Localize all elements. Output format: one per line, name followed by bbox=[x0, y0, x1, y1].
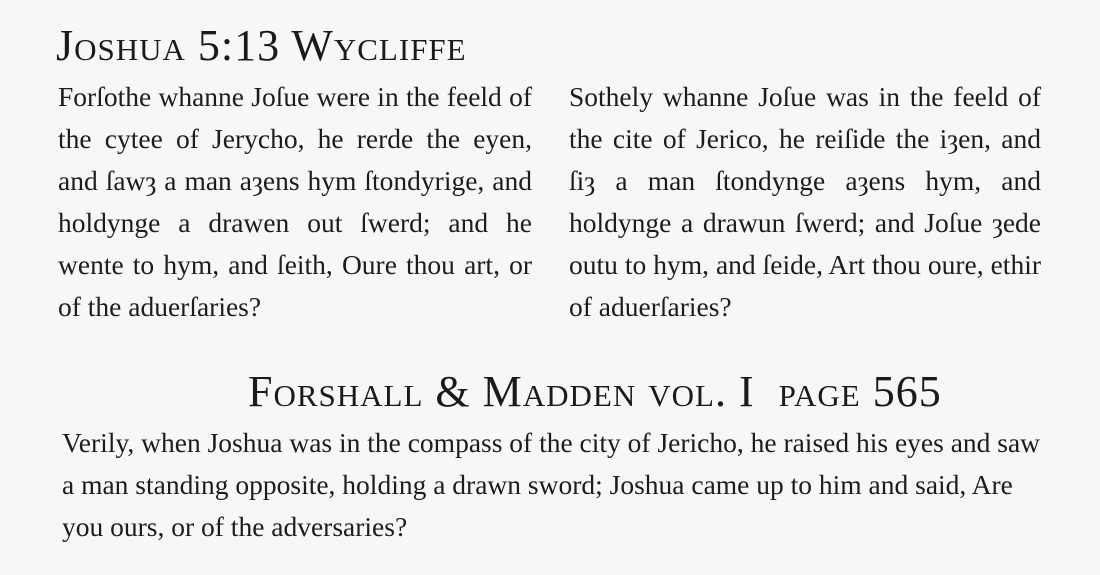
page-title: Joshua 5:13 Wycliffe bbox=[56, 21, 467, 70]
source-citation-heading: Forshall & Madden vol. I page 565 bbox=[248, 367, 942, 416]
later-version-text: Sothely whanne Joſue was in the feeld of the cite of Jerico, he reiſide the iȝen, and ſiȝ a man ſtondynge aȝens hym, and holdynge a drawun ſwerd; and Joſue ȝede outu to hym, and ſeide, Art thou oure, ethir of aduerſaries? bbox=[569, 81, 1041, 322]
modern-translation-text: Verily, when Joshua was in the compass of the city of Jericho, he raised his eyes and saw a man standing opposite, holding a drawn sword; Joshua came up to him and said, Are you ours, or of the adversaries? bbox=[62, 427, 1041, 542]
early-version-text: Forſothe whanne Joſue were in the feeld of the cytee of Jerycho, he rerde the eyen, and ſawȝ a man aȝens hym ſtondyrige, and holdynge a drawen out ſwerd; and he wente to hym, and ſeith, Oure thou art, or of the aduerſaries? bbox=[58, 81, 532, 322]
